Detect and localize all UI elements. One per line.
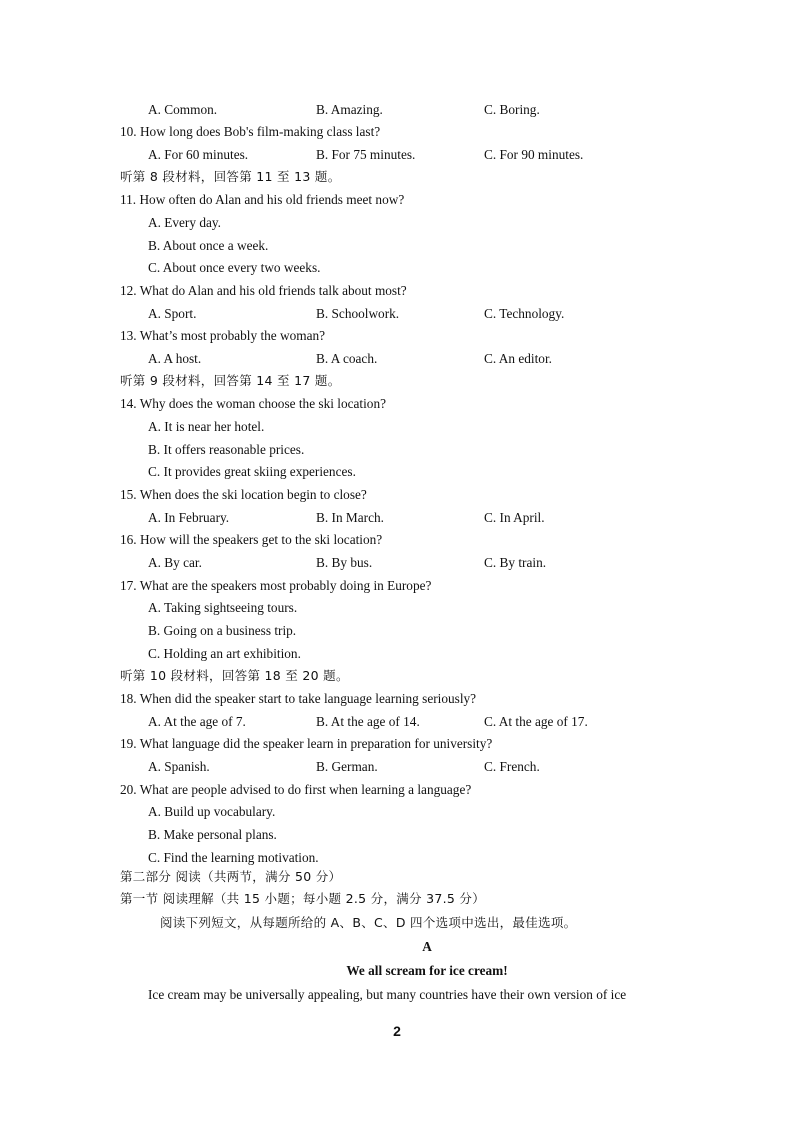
q19-option-c: C. French. (484, 759, 540, 774)
q13-option-a: A. A host. (148, 351, 202, 366)
q20-option-c: C. Find the learning motivation. (148, 850, 319, 865)
passage-letter: A (422, 939, 432, 954)
reading-instruction: 阅读下列短文，从每题所给的 A、B、C、D 四个选项中选出，最佳选项。 (160, 915, 577, 930)
section-10-instruction: 听第 10 段材料，回答第 18 至 20 题。 (120, 668, 349, 683)
q13-option-c: C. An editor. (484, 351, 552, 366)
section-1-heading: 第一节 阅读理解（共 15 小题；每小题 2.5 分，满分 37.5 分） (120, 891, 486, 906)
question-11: 11. How often do Alan and his old friends meet now? (120, 192, 405, 207)
q18-option-b: B. At the age of 14. (316, 714, 420, 729)
question-19: 19. What language did the speaker learn in preparation for university? (120, 736, 493, 751)
q11-option-c: C. About once every two weeks. (148, 260, 321, 275)
q15-option-a: A. In February. (148, 510, 230, 525)
passage-title: We all scream for ice cream! (346, 963, 508, 978)
q11-option-b: B. About once a week. (148, 238, 269, 253)
page-number: 2 (393, 1023, 401, 1039)
question-20: 20. What are people advised to do first when learning a language? (120, 782, 472, 797)
q10-option-b: B. For 75 minutes. (316, 147, 416, 162)
q16-option-a: A. By car. (148, 555, 202, 570)
section-9-instruction: 听第 9 段材料，回答第 14 至 17 题。 (120, 373, 341, 388)
q15-option-b: B. In March. (316, 510, 384, 525)
q12-option-a: A. Sport. (148, 306, 197, 321)
q14-option-b: B. It offers reasonable prices. (148, 442, 305, 457)
question-14: 14. Why does the woman choose the ski location? (120, 396, 387, 411)
q18-option-c: C. At the age of 17. (484, 714, 588, 729)
q14-option-a: A. It is near her hotel. (148, 419, 265, 434)
q12-option-b: B. Schoolwork. (316, 306, 400, 321)
q13-option-b: B. A coach. (316, 351, 378, 366)
section-8-instruction: 听第 8 段材料，回答第 11 至 13 题。 (120, 169, 341, 184)
question-12: 12. What do Alan and his old friends talk about most? (120, 283, 407, 298)
q20-option-b: B. Make personal plans. (148, 827, 277, 842)
q19-option-b: B. German. (316, 759, 378, 774)
question-18: 18. When did the speaker start to take language learning seriously? (120, 691, 477, 706)
part-2-heading: 第二部分 阅读（共两节，满分 50 分） (120, 869, 342, 884)
q16-option-b: B. By bus. (316, 555, 373, 570)
q9-option-c: C. Boring. (484, 102, 540, 117)
q9-option-a: A. Common. (148, 102, 218, 117)
passage-first-line: Ice cream may be universally appealing, but many countries have their own version of ice (148, 987, 627, 1002)
q15-option-c: C. In April. (484, 510, 545, 525)
q10-option-a: A. For 60 minutes. (148, 147, 249, 162)
q19-option-a: A. Spanish. (148, 759, 210, 774)
question-13: 13. What’s most probably the woman? (120, 328, 326, 343)
q17-option-a: A. Taking sightseeing tours. (148, 600, 298, 615)
q16-option-c: C. By train. (484, 555, 547, 570)
q10-option-c: C. For 90 minutes. (484, 147, 584, 162)
q20-option-a: A. Build up vocabulary. (148, 804, 276, 819)
question-17: 17. What are the speakers most probably doing in Europe? (120, 578, 432, 593)
q14-option-c: C. It provides great skiing experiences. (148, 464, 356, 479)
q12-option-c: C. Technology. (484, 306, 565, 321)
q17-option-c: C. Holding an art exhibition. (148, 646, 301, 661)
q18-option-a: A. At the age of 7. (148, 714, 246, 729)
question-15: 15. When does the ski location begin to close? (120, 487, 367, 502)
q17-option-b: B. Going on a business trip. (148, 623, 297, 638)
q11-option-a: A. Every day. (148, 215, 221, 230)
question-16: 16. How will the speakers get to the ski location? (120, 532, 383, 547)
question-10: 10. How long does Bob's film-making class last? (120, 124, 381, 139)
q9-option-b: B. Amazing. (316, 102, 383, 117)
